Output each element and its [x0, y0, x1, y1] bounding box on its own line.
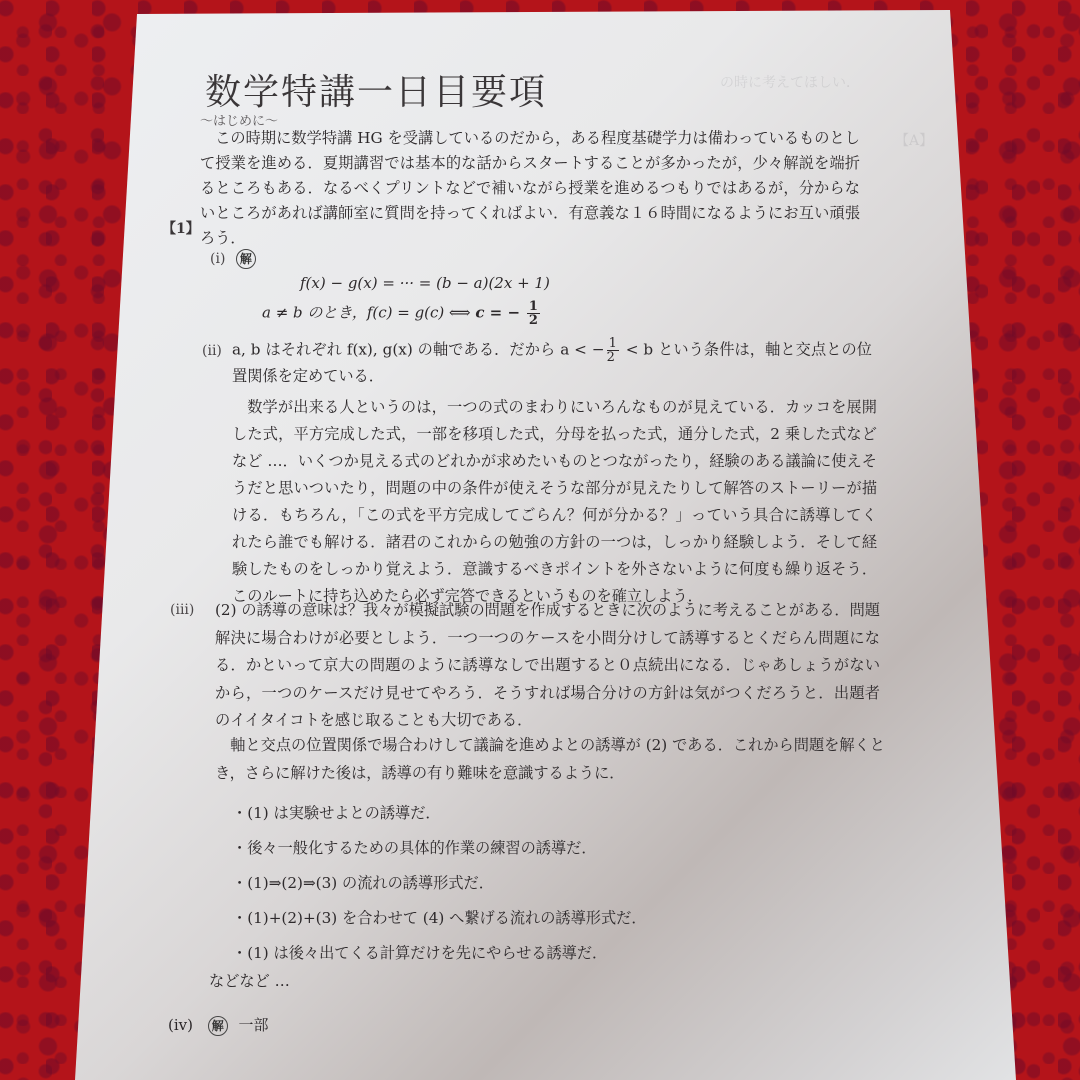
bullet-text: (1)+(2)+(3) を合わせて (4) へ繋げる流れの誘導形式だ．	[247, 909, 647, 927]
denominator: 2	[528, 313, 538, 328]
numerator: 1	[608, 336, 617, 351]
bullet-text: (1) は後々出てくる計算だけを先にやらせる誘導だ．	[247, 944, 608, 962]
part-ii-label: (ii)	[202, 343, 222, 359]
part-iii-body-1: (2) の誘導の意味は？我々が模擬試験の問題を作成するときに次のように考えることがある．問題解決に場合わけが必要としよう．一つ一つのケースを小問分けして誘導するとくだらん問題になる．かといって京大の問題のように誘導なしで出題すると０点続出になる．じゃあしょうがないから，一つのケースだけ見せてやろう．そうすれば場合分けの方針は気がつくだろうと．出題者のイイタイコトを感じ取ることも大切である．	[215, 601, 880, 729]
part-iii-body-2: 軸と交点の位置関係で場合わけして議論を進めよとの誘導が (2) である．これから問題を解くとき，さらに解けた後は，誘導の有り難味を意識するように．	[215, 736, 885, 782]
etc-text: などなど …	[209, 972, 290, 990]
part-ii-body: 数学が出来る人というのは，一つの式のまわりにいろんなものが見えている．カッコを展開した式，平方完成した式，一部を移項した式，分母を払った式，通分した式，2 乗した式などなど …．いくつか見える式のどれかが求めたいものとつながったり，経験のある議論に使えそうだと思いついたり，問題の中の条件が使えそうな部分が見えたりして解答のストーリーが描ける．もちろん，「この式を平方完成してごらん？何が分かる？」っていう具合に誘導してくれたら誰でも解ける．諸君のこれからの勉強の方針の一つは，しっかり経験しよう．そして経験したものをしっかり覚えよう．意識するべきポイントを外さないように何度も繰り返そう．このルートに持ち込めたら必ず完答できるというものを確立しよう．	[232, 398, 877, 605]
bullet-mark: ・	[232, 874, 248, 892]
bullet-text: 後々一般化するための具体的作業の練習の誘導だ．	[247, 839, 597, 857]
bullet-mark: ・	[232, 909, 248, 927]
page-title: 数学特講一日目要項	[205, 72, 548, 113]
part-iv	[168, 1014, 269, 1036]
numerator: 1	[528, 299, 538, 314]
part-label: (i)	[210, 251, 226, 267]
section-label: 【1】	[162, 221, 200, 237]
fraction	[527, 300, 540, 327]
show-through-text: 【A】	[895, 133, 934, 149]
part-iv-text: 一部	[238, 1016, 269, 1034]
bullet-text: (1) は実験せよとの誘導だ．	[247, 804, 441, 822]
fraction	[607, 337, 619, 364]
subtitle: 〜はじめに〜	[200, 114, 279, 129]
show-through-text: の時に考えてほしい．	[720, 75, 860, 91]
equation-1: f(x) − g(x) = ··· = (b − a)(2x + 1)	[300, 274, 550, 292]
part-ii-text-post: < b という条件は，軸と交点との位置関係を定めている．	[232, 340, 872, 385]
part-label: (iv)	[168, 1016, 193, 1034]
denominator: 2	[606, 350, 615, 365]
bullet-mark: ・	[232, 944, 248, 962]
list-item	[232, 901, 647, 936]
part-ii-statement	[232, 337, 872, 389]
list-item	[232, 831, 647, 866]
part-ii-text-pre: a, b はそれぞれ f(x), g(x) の軸である．だから a < −	[232, 340, 605, 359]
equation-2	[262, 300, 542, 327]
equation-2-result: c = −	[475, 303, 521, 322]
bullet-text: (1)⇒(2)⇒(3) の流れの誘導形式だ．	[247, 874, 494, 892]
list-item	[232, 796, 647, 831]
bullet-list	[232, 796, 647, 971]
part-i-label	[210, 249, 256, 269]
bullet-mark: ・	[232, 839, 248, 857]
part-iii-label: (iii)	[170, 602, 195, 618]
kai-answer-icon: 解	[208, 1016, 228, 1036]
intro-paragraph: この時期に数学特講 HG を受講しているのだから，ある程度基礎学力は備わっているものとして授業を進める．夏期講習では基本的な話からスタートすることが多かったが，少々解説を端折るところもある．なるべくプリントなどで補いながら授業を進めるつもりではあるが，分からないところがあれば講師室に質問を持ってくればよい．有意義な１６時間になるようにお互い頑張ろう．	[200, 129, 860, 247]
list-item	[232, 936, 647, 971]
list-item	[232, 866, 647, 901]
bullet-mark: ・	[232, 804, 248, 822]
kai-answer-icon: 解	[236, 249, 256, 269]
equation-2-prefix: a ≠ b のとき，f(c) = g(c) ⟺	[262, 303, 476, 322]
